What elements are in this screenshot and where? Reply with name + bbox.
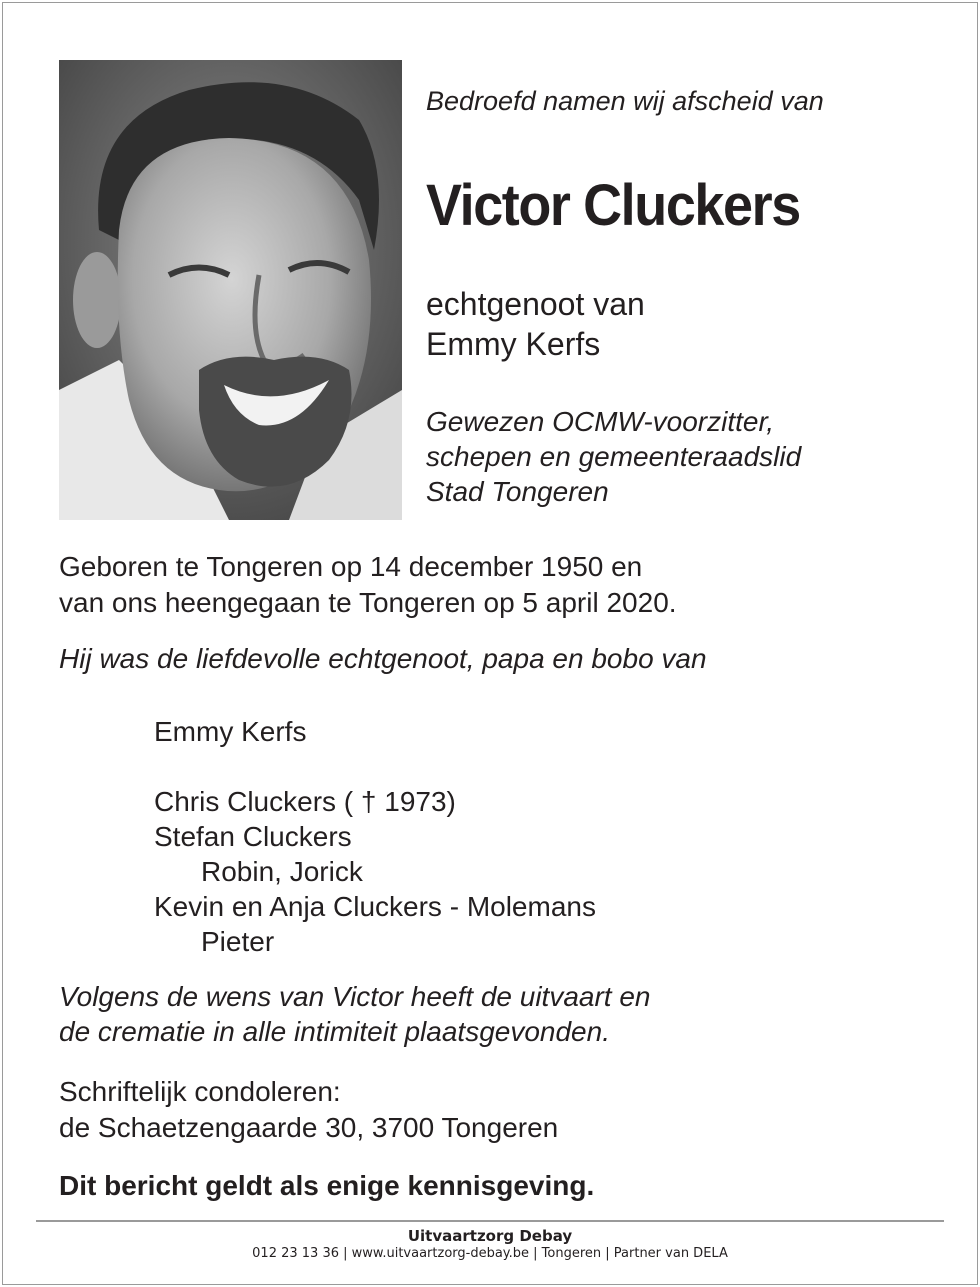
- footer-divider: [36, 1220, 944, 1222]
- family-intro: Hij was de liefdevolle echtgenoot, papa en bobo van: [59, 643, 707, 674]
- family-spouse: Emmy Kerfs: [154, 716, 307, 747]
- family-list: [154, 714, 596, 959]
- intro-text: Bedroefd namen wij afscheid van: [426, 86, 824, 116]
- spouse-label: echtgenoot van: [426, 286, 645, 322]
- family-grandchildren: Robin, Jorick: [201, 856, 363, 887]
- spouse-block: [426, 284, 645, 364]
- birth-line: Geboren te Tongeren op 14 december 1950 en: [59, 551, 643, 582]
- notice-text: Dit bericht geldt als enige kennisgeving.: [59, 1170, 595, 1201]
- roles-block: [426, 404, 801, 509]
- role-line: schepen en gemeenteraadslid: [426, 441, 802, 472]
- role-line: Stad Tongeren: [426, 476, 609, 507]
- death-line: van ons heengegaan te Tongeren op 5 april 2020.: [59, 587, 677, 618]
- footer: [36, 1227, 944, 1263]
- family-child: Kevin en Anja Cluckers - Molemans: [154, 891, 596, 922]
- wish-line: Volgens de wens van Victor heeft de uitvaart en: [59, 981, 651, 1012]
- portrait-photo: [59, 60, 402, 520]
- family-spacer: [154, 749, 596, 784]
- family-child: Stefan Cluckers: [154, 821, 352, 852]
- footer-company: Uitvaartzorg Debay: [407, 1227, 573, 1245]
- condolence-address: de Schaetzengaarde 30, 3700 Tongeren: [59, 1112, 559, 1143]
- deceased-name: Victor Cluckers: [426, 173, 800, 238]
- wish-line: de crematie in alle intimiteit plaatsgevonden.: [59, 1016, 610, 1047]
- portrait-illustration: [59, 60, 402, 520]
- family-grandchildren: Pieter: [201, 926, 275, 957]
- family-child: Chris Cluckers ( † 1973): [154, 786, 456, 817]
- condolence-block: [59, 1074, 558, 1146]
- footer-contact: 012 23 13 36 | www.uitvaartzorg-debay.be | Tongeren | Partner van DELA: [252, 1246, 728, 1261]
- wish-block: [59, 979, 651, 1049]
- birth-death-block: [59, 549, 677, 621]
- condolence-label: Schriftelijk condoleren:: [59, 1076, 341, 1107]
- role-line: Gewezen OCMW-voorzitter,: [426, 406, 775, 437]
- spouse-name: Emmy Kerfs: [426, 326, 601, 362]
